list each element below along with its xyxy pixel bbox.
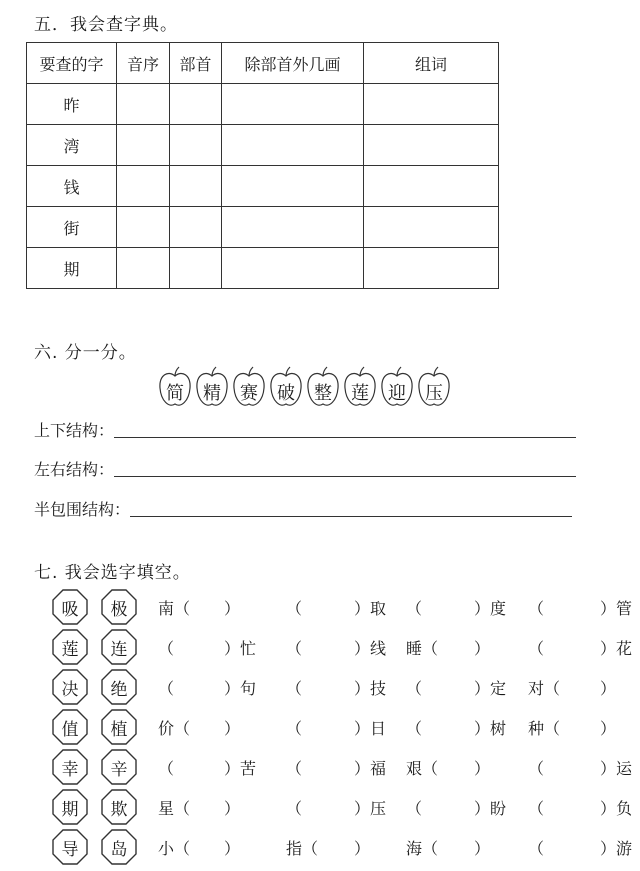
fill-in-text: ）运 <box>600 759 633 778</box>
fill-in-text: 指（ <box>286 839 319 858</box>
fill-in-text: ）苦 <box>224 759 257 778</box>
line-label: 左右结构： <box>34 460 115 479</box>
fill-in-row[interactable] <box>158 636 633 660</box>
pinyin-cell[interactable] <box>117 84 170 125</box>
option-char-badge: 极 <box>101 589 137 625</box>
table-row <box>27 166 499 207</box>
strokes-cell[interactable] <box>222 84 364 125</box>
table-row <box>27 207 499 248</box>
fill-in-text: ）日 <box>354 719 387 738</box>
answer-line-left-right <box>34 457 576 480</box>
option-char-badge: 导 <box>52 829 88 865</box>
fill-in-text: ） <box>600 679 617 698</box>
apple-char: 赛 <box>232 366 266 410</box>
fill-in-text: （ <box>286 719 303 738</box>
table-row <box>27 248 499 289</box>
fill-in-text: （ <box>528 759 545 778</box>
lookup-char: 街 <box>27 207 117 248</box>
option-char-badge: 决 <box>52 669 88 705</box>
answer-line-half-enclosed <box>34 497 572 520</box>
fill-in-text: 艰（ <box>406 759 439 778</box>
fill-in-text: ）度 <box>474 599 507 618</box>
option-char-badge: 值 <box>52 709 88 745</box>
fill-in-text: ）忙 <box>224 639 257 658</box>
header-strokes: 除部首外几画 <box>222 43 364 84</box>
section6-title: 六. 分一分。 <box>34 343 137 363</box>
option-char-badge: 绝 <box>101 669 137 705</box>
fill-in-text: ） <box>474 839 491 858</box>
words-cell[interactable] <box>364 207 499 248</box>
option-char-badge: 吸 <box>52 589 88 625</box>
fill-in-text: ） <box>224 839 241 858</box>
fill-in-text: 海（ <box>406 839 439 858</box>
fill-in-row[interactable] <box>158 756 633 780</box>
fill-in-text: ） <box>354 839 371 858</box>
radical-cell[interactable] <box>170 207 222 248</box>
fill-in-row[interactable] <box>158 796 633 820</box>
fill-in-text: ）压 <box>354 799 387 818</box>
fill-in-text: （ <box>286 759 303 778</box>
fill-in-text: 南（ <box>158 599 191 618</box>
lookup-char: 昨 <box>27 84 117 125</box>
option-char-badge: 连 <box>101 629 137 665</box>
apple-char: 简 <box>158 366 192 410</box>
fill-in-text: （ <box>406 799 423 818</box>
apple-char: 压 <box>417 366 451 410</box>
fill-in-text: ）盼 <box>474 799 507 818</box>
lookup-char: 湾 <box>27 125 117 166</box>
strokes-cell[interactable] <box>222 125 364 166</box>
fill-in-text: ） <box>474 759 491 778</box>
fill-in-text: （ <box>528 839 545 858</box>
answer-blank[interactable] <box>114 475 576 477</box>
fill-in-text: ） <box>224 599 241 618</box>
fill-in-text: ）技 <box>354 679 387 698</box>
fill-in-text: （ <box>528 599 545 618</box>
radical-cell[interactable] <box>170 125 222 166</box>
fill-in-text: ）句 <box>224 679 257 698</box>
radical-cell[interactable] <box>170 166 222 207</box>
fill-in-row[interactable] <box>158 676 624 700</box>
line-label: 半包围结构： <box>34 500 131 519</box>
fill-in-text: （ <box>286 799 303 818</box>
radical-cell[interactable] <box>170 84 222 125</box>
section5-title: 五．我会查字典。 <box>34 15 178 35</box>
fill-in-text: （ <box>158 679 175 698</box>
option-char-badge: 欺 <box>101 789 137 825</box>
apple-char: 莲 <box>343 366 377 410</box>
fill-in-text: （ <box>286 639 303 658</box>
words-cell[interactable] <box>364 84 499 125</box>
fill-in-text: （ <box>406 679 423 698</box>
option-char-badge: 岛 <box>101 829 137 865</box>
header-words: 组词 <box>364 43 499 84</box>
option-char-badge: 幸 <box>52 749 88 785</box>
fill-in-text: （ <box>406 719 423 738</box>
table-header-row <box>27 43 499 84</box>
dictionary-table <box>26 42 499 289</box>
words-cell[interactable] <box>364 166 499 207</box>
words-cell[interactable] <box>364 248 499 289</box>
fill-in-text: ）福 <box>354 759 387 778</box>
fill-in-row[interactable] <box>158 836 633 860</box>
radical-cell[interactable] <box>170 248 222 289</box>
fill-in-text: 对（ <box>528 679 561 698</box>
lookup-char: 期 <box>27 248 117 289</box>
fill-in-text: ） <box>224 799 241 818</box>
fill-in-text: ）取 <box>354 599 387 618</box>
pinyin-cell[interactable] <box>117 248 170 289</box>
table-row <box>27 125 499 166</box>
fill-in-text: 星（ <box>158 799 191 818</box>
fill-in-text: ）管 <box>600 599 633 618</box>
fill-in-text: （ <box>158 639 175 658</box>
fill-in-text: ）花 <box>600 639 633 658</box>
header-radical: 部首 <box>170 43 222 84</box>
fill-in-row[interactable] <box>158 716 624 740</box>
strokes-cell[interactable] <box>222 248 364 289</box>
fill-in-text: 种（ <box>528 719 561 738</box>
fill-in-text: ） <box>474 639 491 658</box>
line-label: 上下结构： <box>34 421 115 440</box>
fill-in-text: （ <box>406 599 423 618</box>
fill-in-text: 睡（ <box>406 639 439 658</box>
pinyin-cell[interactable] <box>117 166 170 207</box>
apple-char: 精 <box>195 366 229 410</box>
fill-in-text: （ <box>286 599 303 618</box>
table-row <box>27 84 499 125</box>
fill-in-text: ） <box>224 719 241 738</box>
apple-char: 整 <box>306 366 340 410</box>
fill-in-text: ）游 <box>600 839 633 858</box>
answer-blank[interactable] <box>130 515 572 517</box>
option-char-badge: 辛 <box>101 749 137 785</box>
answer-line-top-bottom <box>34 418 576 441</box>
fill-in-text: （ <box>528 639 545 658</box>
strokes-cell[interactable] <box>222 207 364 248</box>
apple-char: 迎 <box>380 366 414 410</box>
apple-character-row <box>158 366 451 410</box>
apple-char: 破 <box>269 366 303 410</box>
header-pinyin: 音序 <box>117 43 170 84</box>
words-cell[interactable] <box>364 125 499 166</box>
fill-in-text: ）线 <box>354 639 387 658</box>
pinyin-cell[interactable] <box>117 207 170 248</box>
lookup-char: 钱 <box>27 166 117 207</box>
header-char: 要查的字 <box>27 43 117 84</box>
option-char-badge: 莲 <box>52 629 88 665</box>
fill-in-text: ）负 <box>600 799 633 818</box>
section7-title: 七. 我会选字填空。 <box>34 563 191 583</box>
answer-blank[interactable] <box>114 436 576 438</box>
fill-in-text: 价（ <box>158 719 191 738</box>
fill-in-text: （ <box>158 759 175 778</box>
fill-in-text: ）树 <box>474 719 507 738</box>
fill-in-text: ）定 <box>474 679 507 698</box>
pinyin-cell[interactable] <box>117 125 170 166</box>
option-char-badge: 期 <box>52 789 88 825</box>
fill-in-row[interactable] <box>158 596 633 620</box>
fill-in-text: ） <box>600 719 617 738</box>
fill-in-text: （ <box>286 679 303 698</box>
strokes-cell[interactable] <box>222 166 364 207</box>
fill-in-text: （ <box>528 799 545 818</box>
fill-in-text: 小（ <box>158 839 191 858</box>
option-char-badge: 植 <box>101 709 137 745</box>
